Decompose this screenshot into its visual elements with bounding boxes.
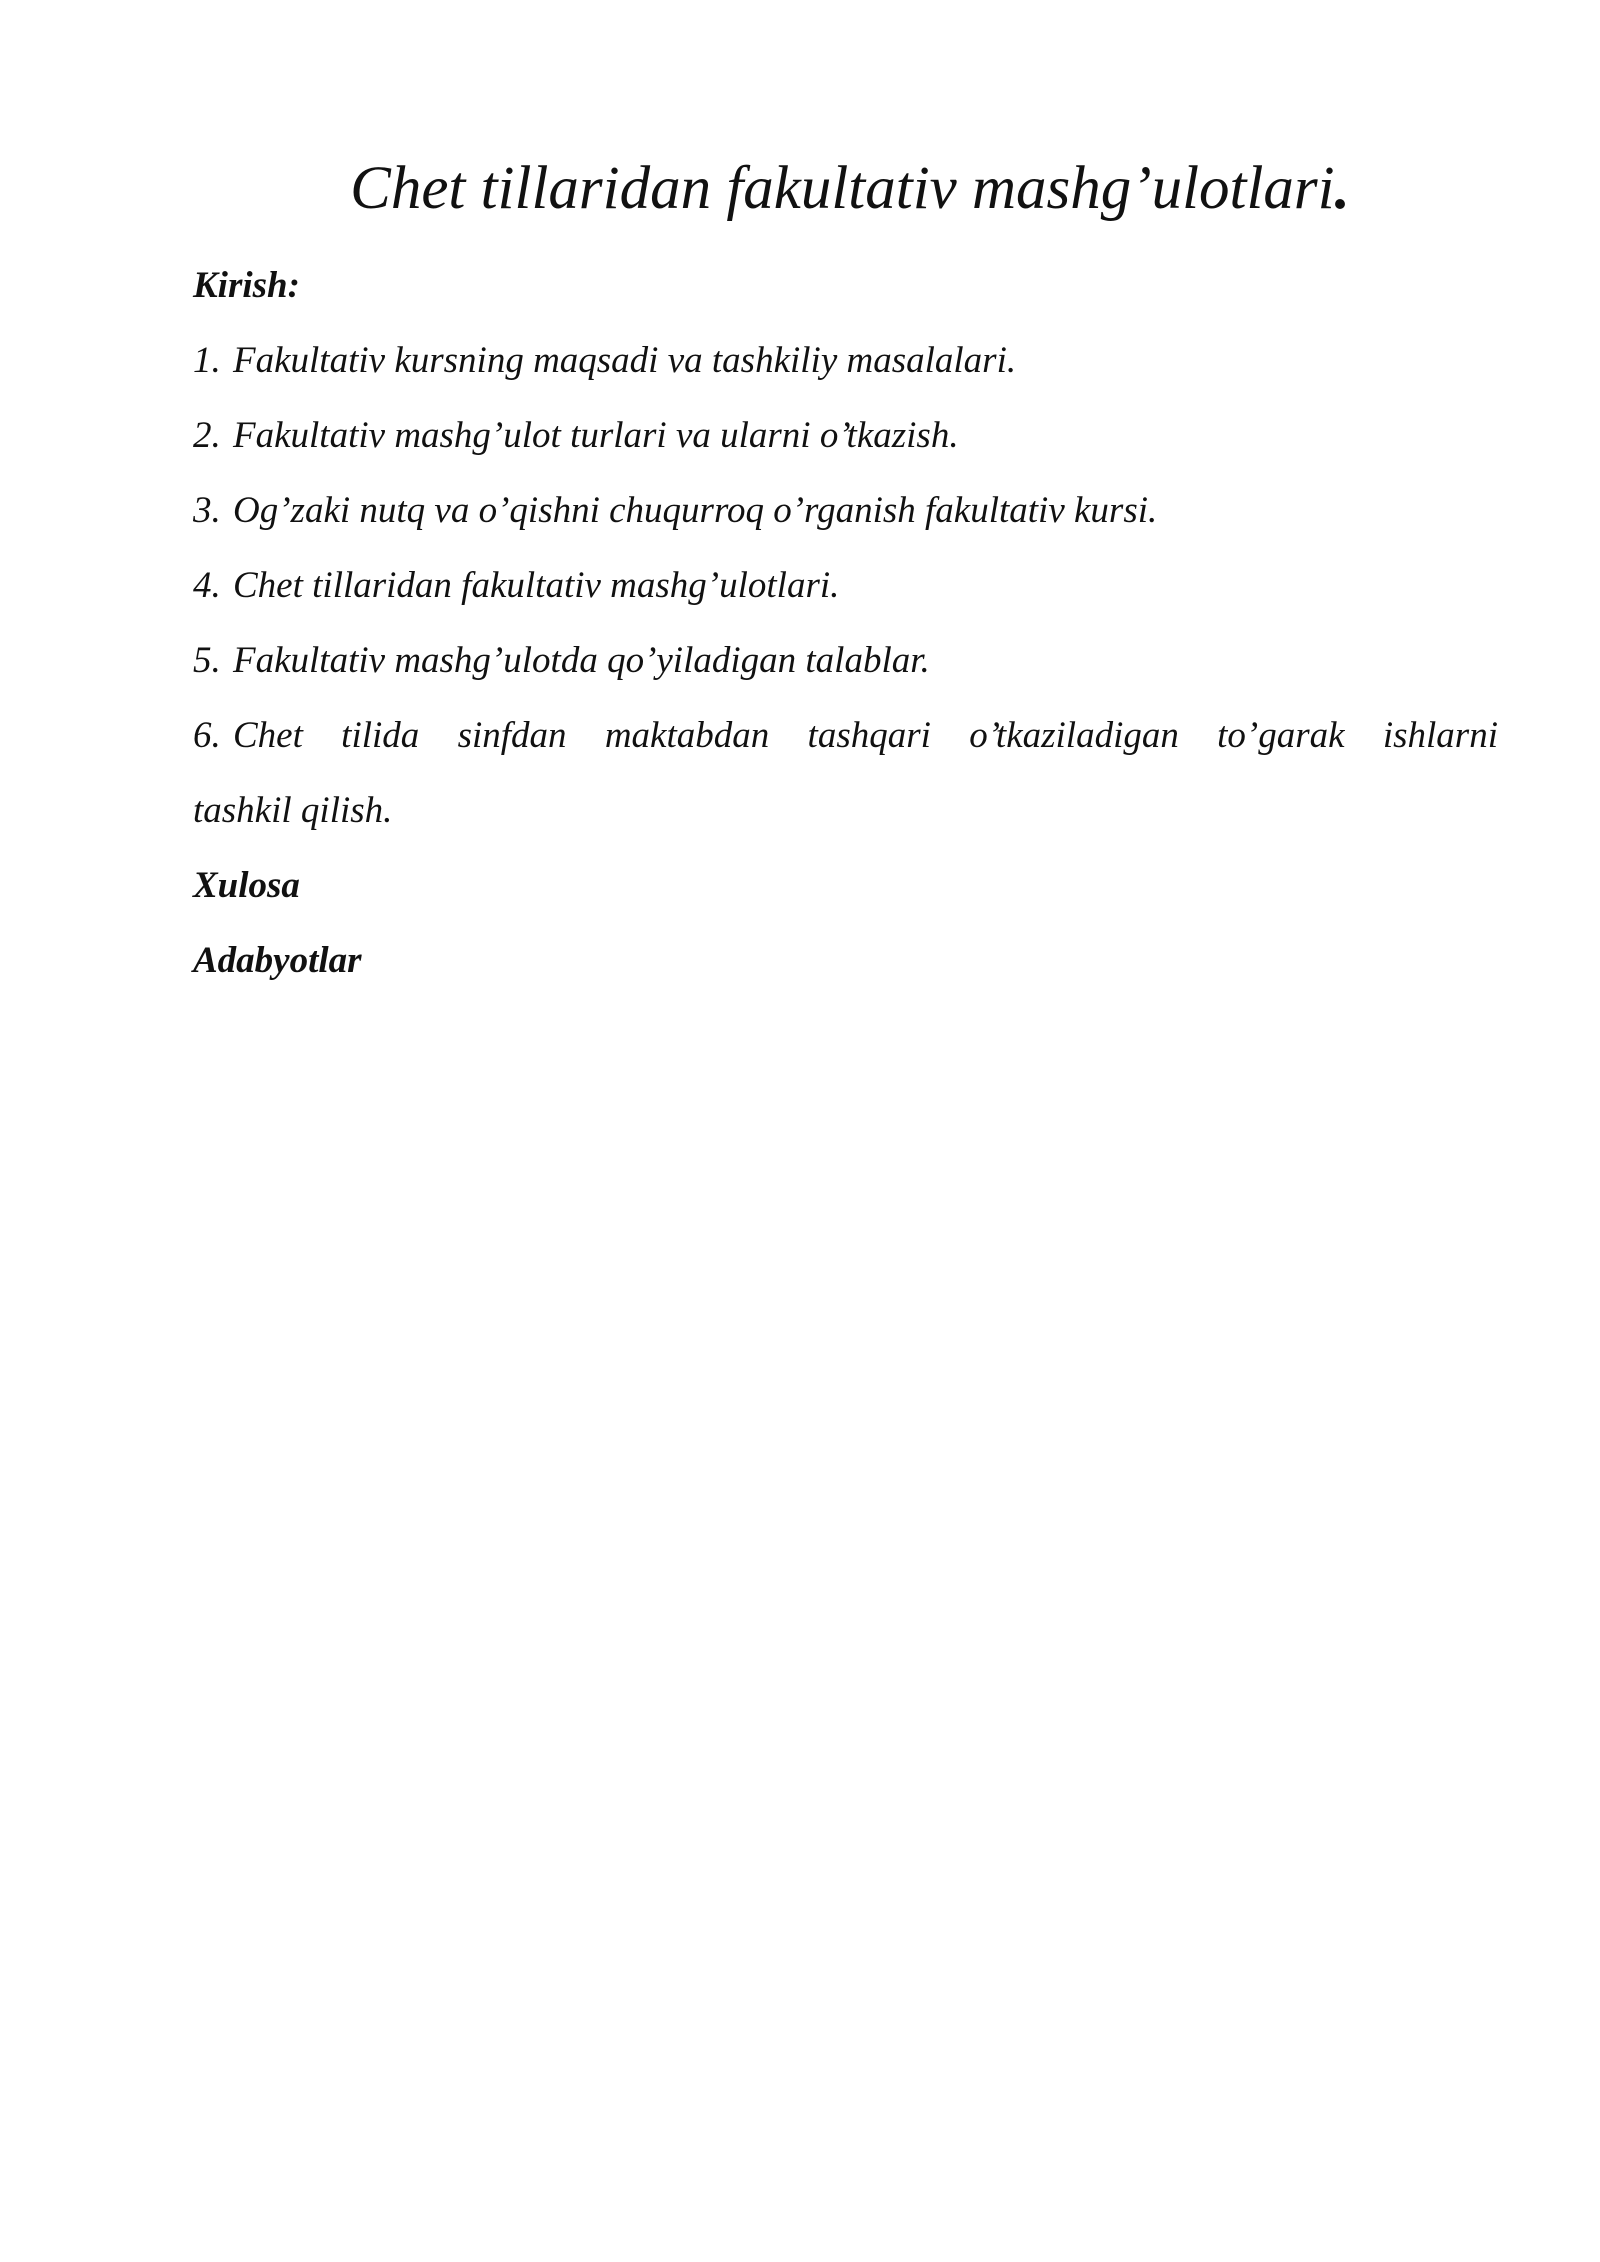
list-item-text: Chet tillaridan fakultativ mashg’ulotlari. <box>233 565 840 606</box>
list-item <box>193 398 1498 473</box>
list-item-text: Fakultativ mashg’ulotda qo’yiladigan talablar. <box>233 640 930 681</box>
list-item-number: 2. <box>193 415 221 456</box>
list-item-continuation: tashkil qilish. <box>193 790 393 831</box>
document-title-text: Chet tillaridan fakultativ mashg’ulotlari <box>350 155 1335 222</box>
list-item <box>193 473 1498 548</box>
list-item <box>193 323 1498 398</box>
references-heading: Adabyotlar <box>193 940 362 981</box>
list-item-number: 4. <box>193 565 221 606</box>
document-title <box>0 144 1600 234</box>
list-item-number: 3. <box>193 490 221 531</box>
table-of-contents <box>193 248 1498 998</box>
list-item <box>193 698 1498 773</box>
list-item-number: 5. <box>193 640 221 681</box>
list-item-text: Chet tilida sinfdan maktabdan tashqari o’tkaziladigan to’garak ishlarni <box>233 715 1498 756</box>
list-item-number: 1. <box>193 340 221 381</box>
list-item-text: Fakultativ mashg’ulot turlari va ularni o’tkazish. <box>233 415 959 456</box>
intro-heading: Kirish: <box>193 265 300 306</box>
list-item-text: Og’zaki nutq va o’qishni chuqurroq o’rganish fakultativ kursi. <box>233 490 1158 531</box>
list-item-text: Fakultativ kursning maqsadi va tashkiliy masalalari. <box>233 340 1017 381</box>
conclusion-heading: Xulosa <box>193 865 300 906</box>
list-item-number: 6. <box>193 715 221 756</box>
list-item <box>193 548 1498 623</box>
document-title-period: . <box>1334 155 1350 222</box>
list-item <box>193 623 1498 698</box>
